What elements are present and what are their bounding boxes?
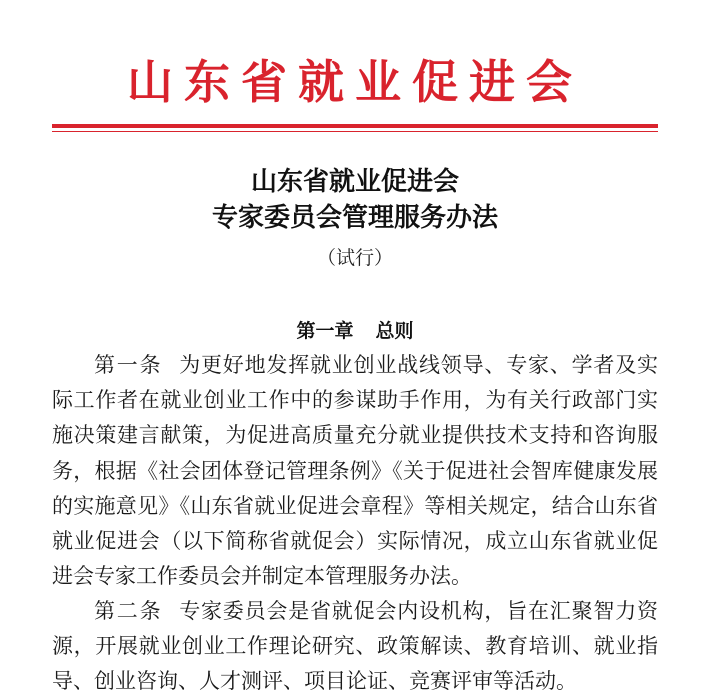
letterhead-rule-thin <box>52 131 658 132</box>
letterhead-rule-thick <box>52 124 658 128</box>
article-2 <box>52 594 658 700</box>
chapter-heading <box>0 317 710 345</box>
article-2-number: 第二条 <box>94 599 163 623</box>
article-1-number: 第一条 <box>94 353 163 377</box>
article-1 <box>52 348 658 594</box>
document-title-line2: 专家委员会管理服务办法 <box>211 203 498 233</box>
document-title-line1: 山东省就业促进会 <box>250 167 459 197</box>
article-2-text: 专家委员会是省就促会内设机构，旨在汇聚智力资源，开展就业创业工作理论研究、政策解读、教育培训、就业指导、创业咨询、人才测评、项目论证、竞赛评审等活动。 <box>52 599 659 694</box>
chapter-label: 第一章 <box>296 320 354 342</box>
letterhead-title: 山东省就业促进会 <box>127 55 583 109</box>
article-1-text: 为更好地发挥就业创业战线领导、专家、学者及实际工作者在就业创业工作中的参谋助手作用，为有关行政部门实施决策建言献策，为促进高质量充分就业提供技术支持和咨询服务，根据《社会团体登记管理条例》《关于促进社会智库健康发展的实施意见》《山东省就业促进会章程》等相关规定，结合山东省就业促进会（以下简称省就促会）实际情况，成立山东省就业促进会专家工作委员会并制定本管理服务办法。 <box>52 353 659 589</box>
chapter-name: 总则 <box>375 320 414 342</box>
document-status: （试行） <box>316 247 393 269</box>
